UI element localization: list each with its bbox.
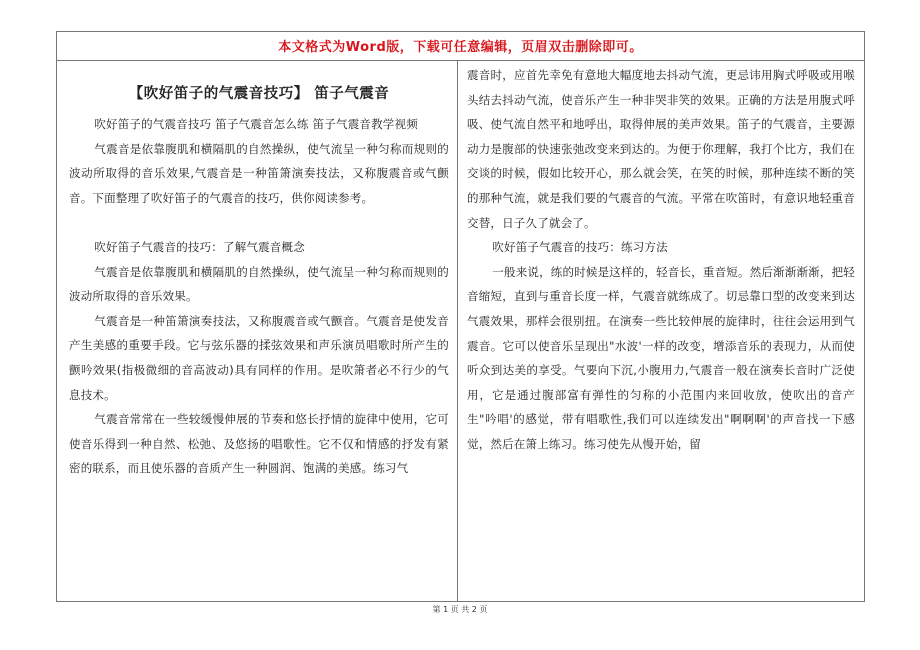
left-column bbox=[69, 82, 449, 481]
paragraph: 吹好笛子的气震音技巧 笛子气震音怎么练 笛子气震音教学视频 bbox=[94, 117, 418, 131]
right-column bbox=[467, 63, 855, 457]
paragraph: 一般来说，练的时候是这样的，轻音长，重音短。然后渐渐渐渐，把轻音缩短，直到与重音长度一样，气震音就练成了。切忌靠口型的改变来到达气震效果，那样会很别扭。在演奏一些比较伸展的旋律时，往往会运用到气震音。它可以使音乐呈现出"水波'一样的改变，增添音乐的表现力，从而使听众到达美的享受。气要向下沉,小腹用力,气震音一般在演奏长音时广泛使用，它是通过腹部富有弹性的匀称的小范围内来回收放，使吹出的音产生"吟唱'的感觉，带有唱歌性,我们可以连续发出"啊啊啊'的声音找一下感觉，然后在箫上练习。练习使先从慢开始，留 bbox=[467, 264, 855, 451]
page-footer: 第 1 页 共 2 页 bbox=[432, 605, 488, 614]
blank-line bbox=[69, 210, 449, 235]
header-banner: 本文格式为Word版，下载可任意编辑，页眉双击删除即可。 bbox=[278, 40, 643, 55]
section-heading: 吹好笛子气震音的技巧：了解气震音概念 bbox=[94, 239, 305, 254]
paragraph: 气震音是依靠腹肌和横隔肌的自然操纵，使气流呈一种匀称而规则的波动所取得的音乐效果。 bbox=[69, 264, 449, 304]
paragraph: 震音时，应首先幸免有意地大幅度地去抖动气流，更忌讳用胸式呼吸或用喉头结去抖动气流，使音乐产生一种非哭非笑的效果。正确的方法是用腹式呼吸、使气流自然平和地呼出，取得伸展的美声效果。笛子的气震音，主要源动力是腹部的快速张弛改变来到达的。为便于你理解，我打个比方，我们在交谈的时候，假如比较开心，那么就会笑，在笑的时候，那种连续不断的笑的那种气流，就是我们要的气震音的气流。平常在吹笛时，有意识地轻重音交替，日子久了就会了。 bbox=[467, 68, 855, 230]
document-page bbox=[56, 31, 865, 602]
paragraph: 气震音是依靠腹肌和横隔肌的自然操纵，使气流呈一种匀称而规则的波动所取得的音乐效果,气震音是一种笛箫演奏技法，又称腹震音或气颤音。下面整理了吹好笛子的气震音的技巧，供你阅读参考。 bbox=[69, 141, 449, 205]
document-title: 【吹好笛子的气震音技巧】 笛子气震音 bbox=[128, 86, 390, 102]
header-rule bbox=[57, 60, 864, 61]
paragraph: 气震音常常在一些较缓慢伸展的节奏和悠长抒情的旋律中使用，它可使音乐得到一种自然、松弛、及悠扬的唱歌性。它不仅和情感的抒发有紧密的联系，而且使乐器的音质产生一种圆润、饱满的美感。练习气 bbox=[69, 412, 449, 476]
section-heading: 吹好笛子气震音的技巧：练习方法 bbox=[492, 240, 668, 255]
column-divider bbox=[457, 60, 458, 601]
paragraph: 气震音是一种笛箫演奏技法，又称腹震音或气颤音。气震音是使发音产生美感的重要手段。它与弦乐器的揉弦效果和声乐演员唱歌时所产生的颤吟效果(指极微细的音高波动)具有同样的作用。是吹箫者必不行少的气息技术。 bbox=[69, 313, 449, 402]
